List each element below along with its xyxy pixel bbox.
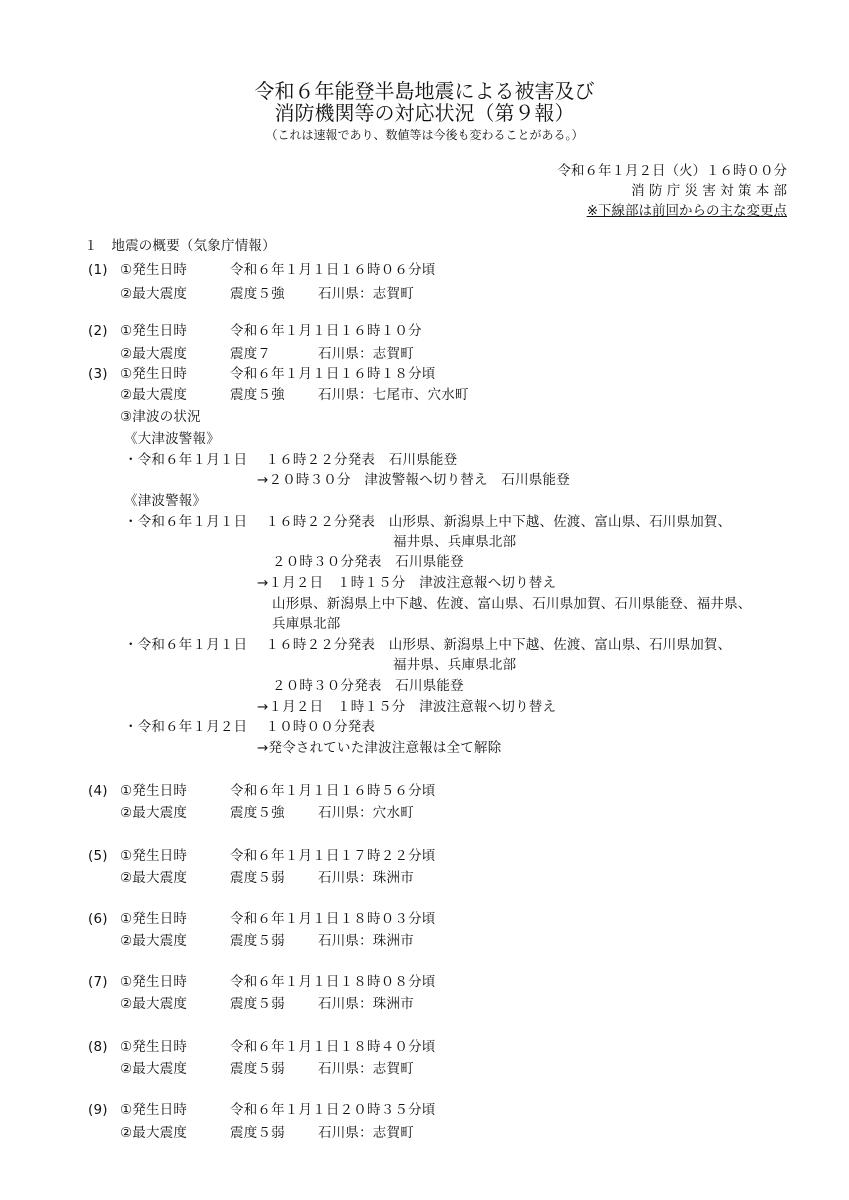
tsunami-warning-line: ・令和６年１月１日 １６時２２分発表 山形県、新潟県上中下越、佐渡、富山県、石川県加賀、	[124, 637, 732, 653]
tsunami-warning-line: →１月２日 １時１５分 津波注意報へ切り替え	[257, 699, 557, 715]
section-heading: １ 地震の概要（気象庁情報）	[84, 238, 276, 254]
occurrence-label: ①発生日時	[120, 783, 188, 799]
intensity-place: 石川県：七尾市、穴水町	[318, 387, 469, 403]
quake-number: (5)	[88, 848, 108, 864]
occurrence-time: 令和６年１月１日１８時０８分頃	[230, 974, 436, 990]
tsunami-warning-line: 福井県、兵庫県北部	[393, 657, 517, 673]
max-intensity-label: ②最大震度	[120, 870, 188, 886]
intensity-value: 震度７	[230, 346, 272, 362]
document-title-line1: 令和６年能登半島地震による被害及び	[254, 79, 595, 103]
occurrence-label: ①発生日時	[120, 262, 188, 278]
occurrence-label: ①発生日時	[120, 1102, 188, 1118]
tsunami-warning-line: ・令和６年１月２日 １０時００分発表	[124, 719, 376, 735]
intensity-place: 石川県：穴水町	[318, 805, 414, 821]
max-intensity-label: ②最大震度	[120, 387, 188, 403]
major-tsunami-warning-heading: 《大津波警報》	[124, 431, 220, 447]
intensity-place: 石川県：志賀町	[318, 346, 414, 362]
intensity-place: 石川県：志賀町	[318, 1125, 414, 1141]
max-intensity-label: ②最大震度	[120, 996, 188, 1012]
intensity-value: 震度５弱	[230, 870, 285, 886]
quake-number: (9)	[88, 1102, 108, 1118]
max-intensity-label: ②最大震度	[120, 805, 188, 821]
occurrence-time: 令和６年１月１日２０時３５分頃	[230, 1102, 436, 1118]
occurrence-label: ①発生日時	[120, 911, 188, 927]
intensity-value: 震度５弱	[230, 996, 285, 1012]
major-warning-line: →２０時３０分 津波警報へ切り替え 石川県能登	[257, 472, 570, 488]
change-note: ※下線部は前回からの主な変更点	[586, 203, 787, 219]
max-intensity-label: ②最大震度	[120, 346, 188, 362]
quake-number: (2)	[88, 323, 108, 339]
max-intensity-label: ②最大震度	[120, 1125, 188, 1141]
tsunami-warning-line: ２０時３０分発表 石川県能登	[272, 554, 464, 570]
intensity-place: 石川県：珠洲市	[318, 996, 414, 1012]
tsunami-warning-line: →発令されていた津波注意報は全て解除	[257, 740, 502, 756]
quake-number: (6)	[88, 911, 108, 927]
occurrence-time: 令和６年１月１日１６時０６分頃	[230, 262, 436, 278]
major-warning-line: ・令和６年１月１日 １６時２２分発表 石川県能登	[124, 452, 458, 468]
occurrence-time: 令和６年１月１日１６時１８分頃	[230, 366, 436, 382]
quake-number: (3)	[88, 366, 108, 382]
disclaimer-note: （これは速報であり、数値等は今後も変わることがある。）	[265, 128, 584, 142]
report-date: 令和６年１月２日（火）１６時００分	[557, 163, 787, 179]
intensity-value: 震度５弱	[230, 1061, 285, 1077]
occurrence-label: ①発生日時	[120, 1039, 188, 1055]
occurrence-label: ①発生日時	[120, 366, 188, 382]
quake-number: (1)	[88, 262, 108, 278]
intensity-value: 震度５弱	[230, 1125, 285, 1141]
intensity-value: 震度５強	[230, 805, 285, 821]
quake-number: (7)	[88, 974, 108, 990]
document-title-line2: 消防機関等の対応状況（第９報）	[274, 101, 575, 125]
occurrence-time: 令和６年１月１日１８時０３分頃	[230, 911, 436, 927]
occurrence-time: 令和６年１月１日１７時２２分頃	[230, 848, 436, 864]
tsunami-status-label: ③津波の状況	[120, 409, 201, 425]
occurrence-label: ①発生日時	[120, 848, 188, 864]
tsunami-warning-line: 福井県、兵庫県北部	[393, 534, 517, 550]
occurrence-time: 令和６年１月１日１６時１０分	[230, 323, 422, 339]
occurrence-label: ①発生日時	[120, 974, 188, 990]
tsunami-warning-line: ２０時３０分発表 石川県能登	[272, 678, 464, 694]
intensity-place: 石川県：珠洲市	[318, 870, 414, 886]
max-intensity-label: ②最大震度	[120, 286, 188, 302]
occurrence-time: 令和６年１月１日１６時５６分頃	[230, 783, 436, 799]
tsunami-warning-line: 山形県、新潟県上中下越、佐渡、富山県、石川県加賀、石川県能登、福井県、	[272, 596, 752, 612]
intensity-value: 震度５強	[230, 286, 285, 302]
quake-number: (4)	[88, 783, 108, 799]
max-intensity-label: ②最大震度	[120, 933, 188, 949]
issuer: 消 防 庁 災 害 対 策 本 部	[631, 183, 787, 199]
quake-number: (8)	[88, 1039, 108, 1055]
tsunami-warning-heading: 《津波警報》	[124, 493, 207, 509]
occurrence-label: ①発生日時	[120, 323, 188, 339]
tsunami-warning-line: →１月２日 １時１５分 津波注意報へ切り替え	[257, 575, 557, 591]
intensity-value: 震度５強	[230, 387, 285, 403]
intensity-place: 石川県：志賀町	[318, 286, 414, 302]
tsunami-warning-line: 兵庫県北部	[272, 616, 341, 632]
intensity-place: 石川県：珠洲市	[318, 933, 414, 949]
intensity-value: 震度５弱	[230, 933, 285, 949]
tsunami-warning-line: ・令和６年１月１日 １６時２２分発表 山形県、新潟県上中下越、佐渡、富山県、石川県加賀、	[124, 514, 732, 530]
occurrence-time: 令和６年１月１日１８時４０分頃	[230, 1039, 436, 1055]
intensity-place: 石川県：志賀町	[318, 1061, 414, 1077]
max-intensity-label: ②最大震度	[120, 1061, 188, 1077]
